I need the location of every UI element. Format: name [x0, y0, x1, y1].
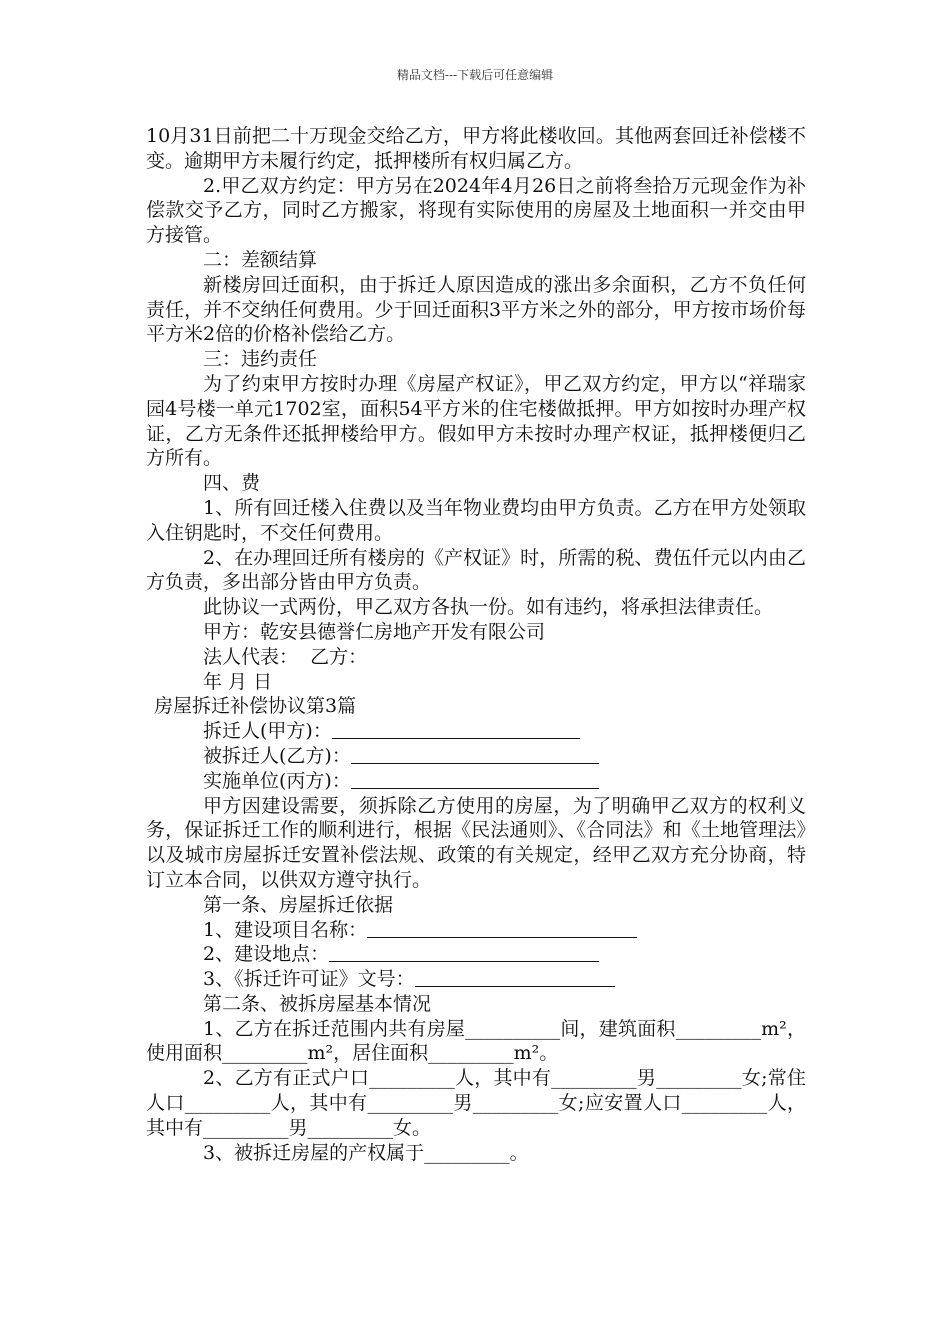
- page-header: 精品文档---下载后可任意编辑: [396, 68, 554, 82]
- paragraph: 10月31日前把二十万现金交给乙方，甲方将此楼收回。其他两套回迁补偿楼不变。逾期甲方未履行约定，抵押楼所有权归属乙方。: [146, 125, 806, 172]
- party-b-line: [146, 744, 806, 769]
- party-b-blank[interactable]: [351, 745, 599, 764]
- document-body: [146, 124, 806, 1165]
- paragraph: 1、乙方在拆迁范围内共有房屋__________间，建筑面积_________m²，使用面积_________m²，居住面积_________m²。: [146, 1017, 806, 1065]
- paragraph: 1、所有回迁楼入住费以及当年物业费均由甲方负责。乙方在甲方处领取入住钥匙时，不交任何费用。: [146, 496, 806, 544]
- project-name-line: [146, 918, 806, 943]
- paragraph: 2、乙方有正式户口_________人，其中有_________男_________女;常住人口_________人，其中有_________男_________女;应安置人口_________人，其中有_________男_________女。: [146, 1067, 806, 1139]
- paragraph: 3、被拆迁房屋的产权属于_________。: [203, 1141, 529, 1164]
- signature-date: 年 月 日: [203, 670, 273, 693]
- paragraph: 新楼房回迁面积，由于拆迁人原因造成的涨出多余面积，乙方不负任何责任，并不交纳任何费用。少于回迁面积3平方米之外的部分，甲方按市场价每平方米2倍的价格补偿给乙方。: [146, 273, 806, 346]
- signature-party-a: 甲方：乾安县德誉仁房地产开发有限公司: [203, 620, 546, 643]
- party-c-label: 实施单位(丙方)：: [203, 769, 351, 792]
- article-heading: 第二条、被拆房屋基本情况: [203, 992, 432, 1015]
- party-c-blank[interactable]: [351, 770, 599, 789]
- section-heading: 二：差额结算: [203, 248, 318, 271]
- document-title: 房屋拆迁补偿协议第3篇: [154, 695, 357, 718]
- paragraph: 甲方因建设需要，须拆除乙方使用的房屋，为了明确甲乙双方的权利义务，保证拆迁工作的顺利进行，根据《民法通则》、《合同法》和《土地管理法》以及城市房屋拆迁安置补偿法规、政策的有关规定，经甲乙双方充分协商，特订立本合同，以供双方遵守执行。: [146, 794, 806, 891]
- paragraph: 2、在办理回迁所有楼房的《产权证》时，所需的税、费伍仟元以内由乙方负责，多出部分皆由甲方负责。: [146, 546, 806, 594]
- party-a-blank[interactable]: [332, 720, 580, 739]
- project-name-label: 1、建设项目名称：: [203, 918, 368, 941]
- section-heading: 三：违约责任: [203, 348, 318, 371]
- permit-number-label: 3、《拆迁许可证》文号：: [203, 968, 415, 991]
- section-heading: 四、费: [203, 472, 261, 495]
- project-location-blank[interactable]: [329, 943, 599, 962]
- party-a-label: 拆迁人(甲方)：: [203, 720, 332, 743]
- paragraph: 此协议一式两份，甲乙双方各执一份。如有违约，将承担法律责任。: [203, 596, 774, 619]
- permit-number-line: [146, 967, 806, 992]
- party-b-label: 被拆迁人(乙方)：: [203, 744, 351, 767]
- project-location-label: 2、建设地点：: [203, 943, 330, 966]
- signature-representative: 法人代表： 乙方：: [203, 645, 368, 668]
- project-location-line: [146, 942, 806, 967]
- article-heading: 第一条、房屋拆迁依据: [203, 893, 394, 916]
- paragraph: 为了约束甲方按时办理《房屋产权证》，甲乙双方约定，甲方以“祥瑞家园4号楼一单元1702室，面积54平方米的住宅楼做抵押。甲方如按时办理产权证，乙方无条件还抵押楼给甲方。假如甲方未按时办理产权证，抵押楼便归乙方所有。: [146, 372, 806, 470]
- project-name-blank[interactable]: [367, 919, 637, 938]
- party-c-line: [146, 769, 806, 794]
- paragraph: 2.甲乙双方约定：甲方另在2024年4月26日之前将叁拾万元现金作为补偿款交予乙方，同时乙方搬家，将现有实际使用的房屋及土地面积一并交由甲方接管。: [146, 174, 806, 247]
- permit-number-blank[interactable]: [415, 968, 615, 987]
- party-a-line: [146, 719, 806, 744]
